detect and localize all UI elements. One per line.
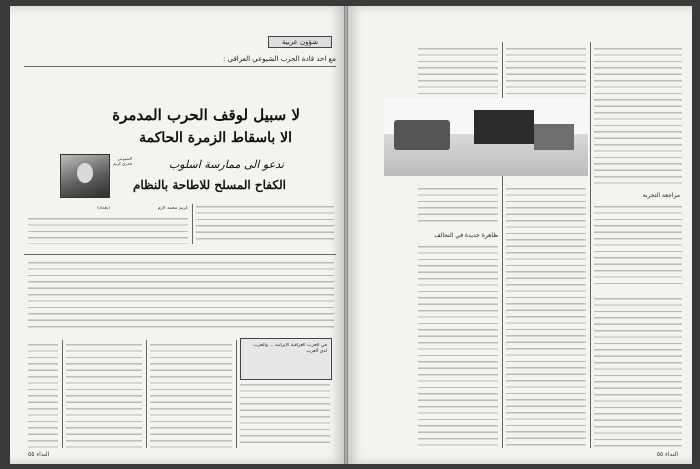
byline-right: كريم محمد لازم [157,206,188,211]
portrait-photo [60,154,110,198]
col-divider-3 [62,340,63,448]
intro-column-right [196,204,334,244]
intro-divider [192,204,193,244]
left-folio: النداء ٥٥ [28,451,50,458]
right-col-c-bottom-2 [418,244,498,448]
photo-tent [474,110,534,144]
col-divider-1 [236,340,237,448]
book-gutter [344,6,348,464]
headline-3: ندعو الى ممارسة اسلوب [168,158,284,171]
right-col-c-bottom-1 [418,186,498,226]
section-label: شؤون عربية [268,36,332,48]
subhead-2: ظاهرة جديدة في التحالف [434,232,498,239]
col-2 [150,342,232,448]
right-col-b-bottom [506,186,586,448]
right-col-c-top [418,46,498,96]
interview-line: مع احد قادة الحزب الشيوعي العراقي : [223,55,336,63]
col-3 [66,342,142,448]
headline-2: الا باسقاط الزمرة الحاكمة [139,130,292,146]
bottom-box [240,338,332,380]
mid-rule [24,254,336,255]
col-4 [28,342,58,448]
headline-4: الكفاح المسلح للاطاحة بالنظام [132,178,286,192]
col-1 [240,382,330,448]
header-rule [24,66,336,67]
wide-paragraph [28,260,334,330]
left-page [10,6,346,464]
right-divider-1 [590,42,591,448]
right-page [346,6,692,464]
subhead-1: مراجعة التجربة [642,192,680,199]
intro-column-left [28,216,188,244]
photo-caption: الشيوعي فخري كريم [113,156,132,166]
headline-1: لا سبيل لوقف الحرب المدمرة [112,106,300,124]
photo-vehicle [394,120,450,150]
photo-people [534,124,574,150]
right-col-a-top [594,46,682,186]
portrait-face [77,163,93,183]
news-photo [384,98,588,176]
byline-left: (بغداد) [97,206,110,211]
right-col-a-bottom-2 [594,296,682,448]
right-col-b-top [506,46,586,96]
right-col-a-bottom [594,204,682,284]
right-folio: النداء ٥٥ [656,451,678,458]
bottom-box-text: في الحرب العراقية الايرانية ... والحرب لدى العرب [253,343,327,355]
col-divider-2 [146,340,147,448]
